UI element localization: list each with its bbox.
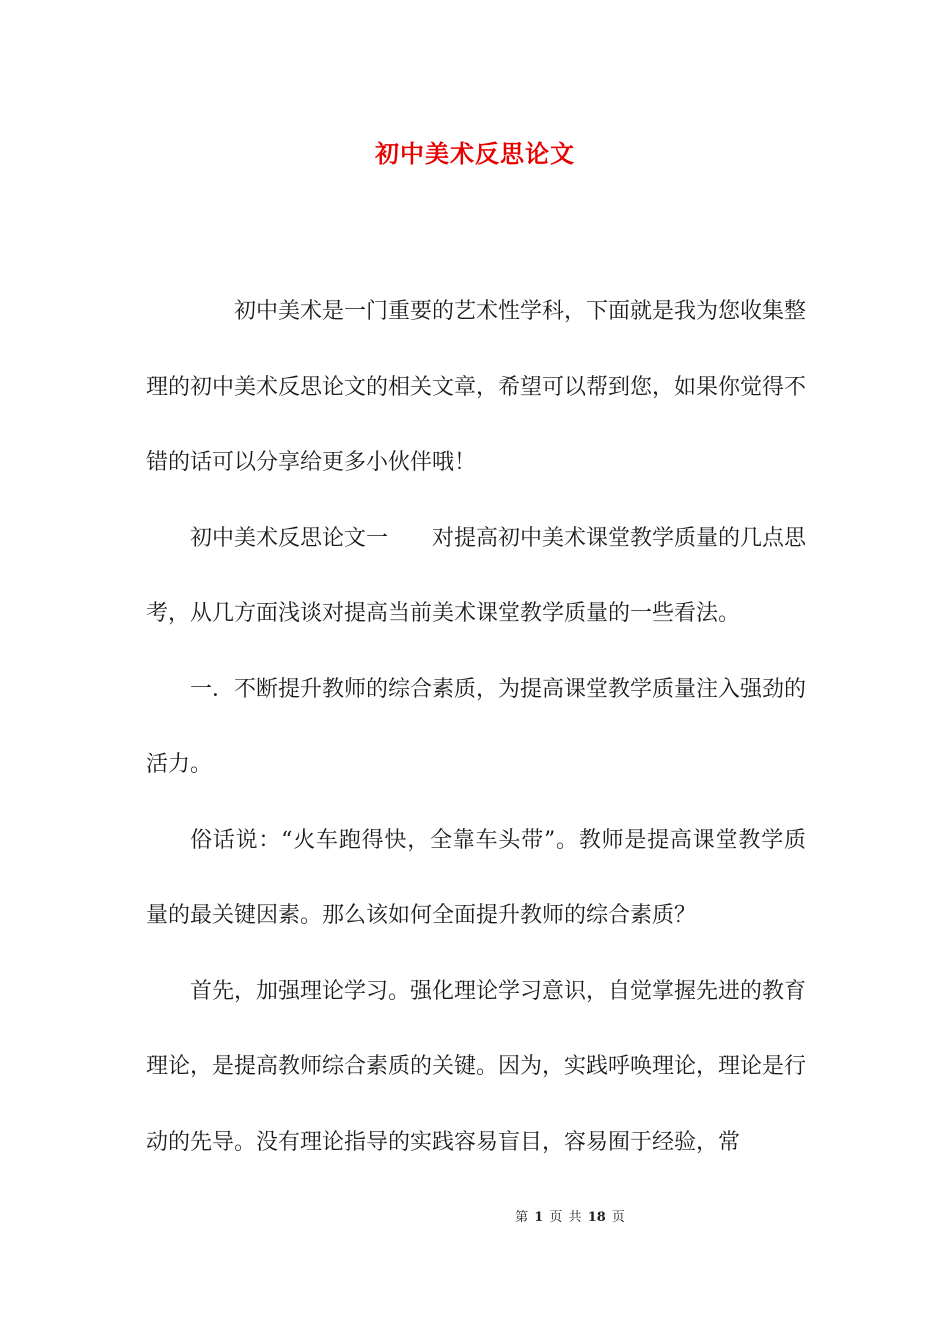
footer-current-page: 1 bbox=[534, 1210, 544, 1225]
footer-prefix: 第 bbox=[515, 1210, 529, 1225]
paragraph-section-heading: 初中美术反思论文一 对提高初中美术课堂教学质量的几点思考，从几方面浅谈对提高当前美术课堂教学质量的一些看法。 bbox=[146, 525, 807, 626]
paragraph-point-one: 一．不断提升教师的综合素质，为提高课堂教学质量注入强劲的活力。 bbox=[146, 676, 807, 777]
document-body bbox=[146, 274, 806, 1180]
page-footer bbox=[0, 1208, 950, 1228]
footer-middle: 页 共 bbox=[549, 1210, 582, 1225]
paragraph-saying: 俗话说：“火车跑得快，全靠车头带”。教师是提高课堂教学质量的最关键因素。那么该如何全面提升教师的综合素质？ bbox=[146, 827, 806, 928]
paragraph-intro: 初中美术是一门重要的艺术性学科，下面就是我为您收集整理的初中美术反思论文的相关文章，希望可以帮到您，如果你觉得不错的话可以分享给更多小伙伴哦！ bbox=[146, 299, 807, 475]
footer-suffix: 页 bbox=[611, 1210, 625, 1225]
paragraph-theory: 首先，加强理论学习。强化理论学习意识，自觉掌握先进的教育理论，是提高教师综合素质的关键。因为，实践呼唤理论，理论是行动的先导。没有理论指导的实践容易盲目，容易囿于经验，常 bbox=[146, 978, 807, 1155]
document-title: 初中美术反思论文 bbox=[375, 139, 575, 168]
footer-total-pages: 18 bbox=[587, 1210, 606, 1225]
